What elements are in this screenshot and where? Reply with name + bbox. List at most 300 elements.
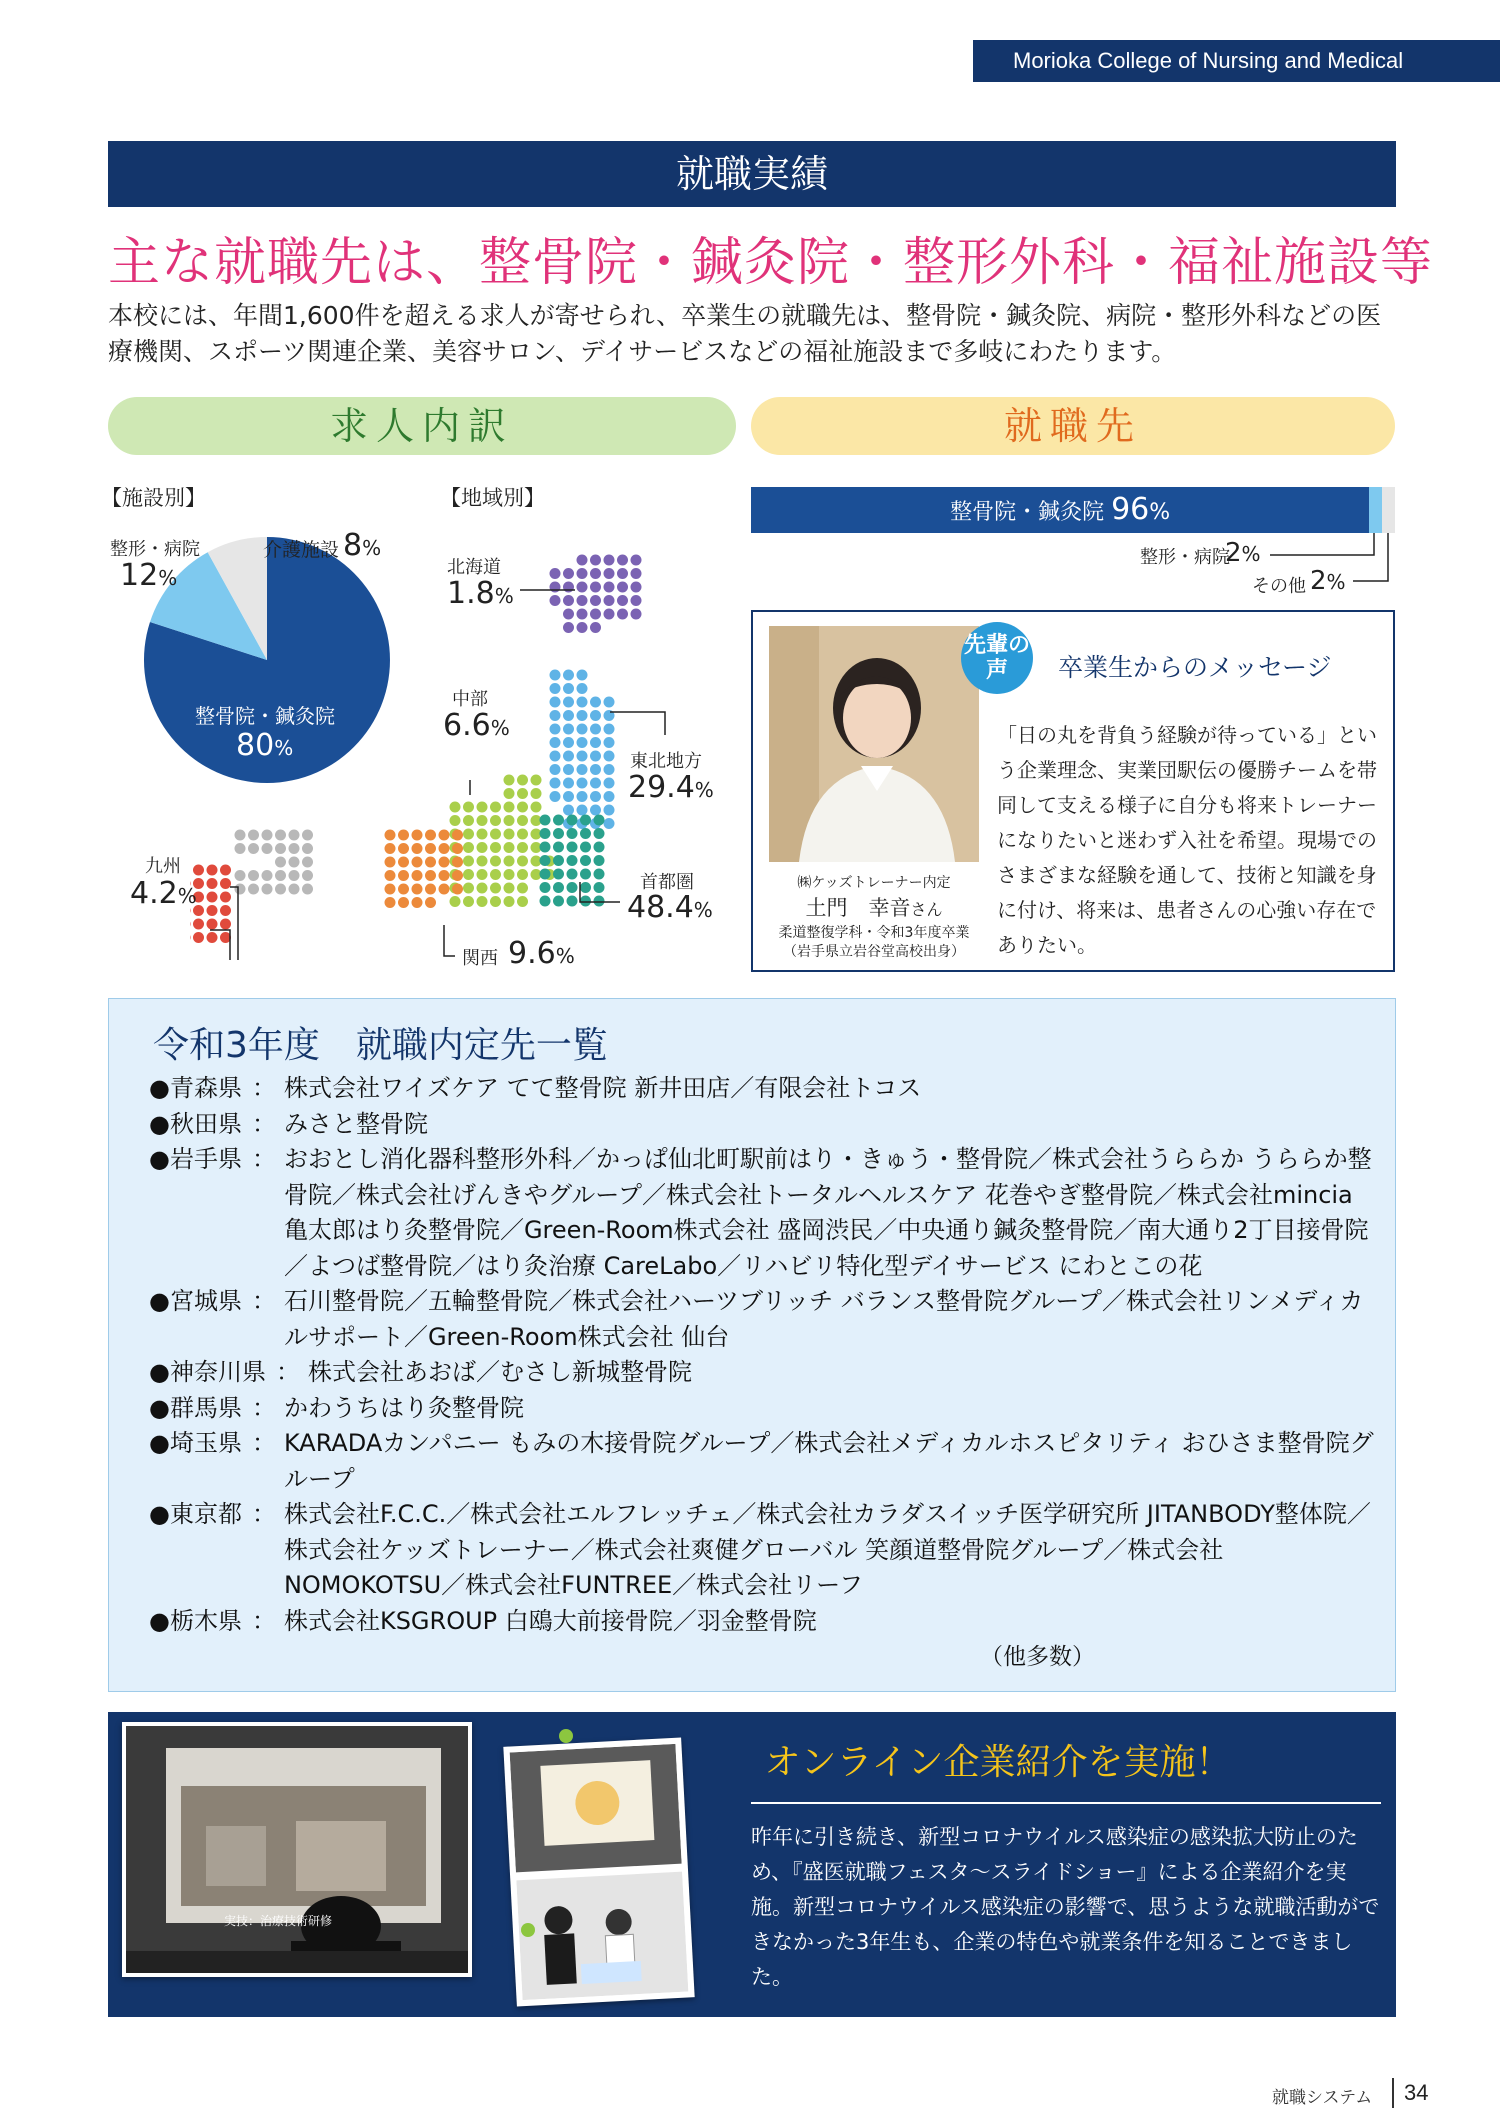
map-dot-kyushu [220,865,231,876]
map-dot-chubu [517,869,528,880]
map-dot-kansai [385,897,396,908]
map-dot-kyushu [207,892,218,903]
map-dot-hokkaido [590,568,601,579]
map-dot-kansai [412,830,423,841]
map-dot-other [235,830,246,841]
map-dot-hokkaido [563,622,574,633]
employment-other-label: その他 [1252,576,1306,597]
map-dot-shutoken [594,828,605,839]
map-dot-hokkaido [550,568,561,579]
map-dot-other [262,884,273,895]
employment-bar-clinic-label: 整骨院・鍼灸院 [950,500,1105,525]
map-dot-kansai [439,870,450,881]
map-dot-hokkaido [577,609,588,620]
leader-line-tohoku [610,712,665,735]
map-dot-kansai [452,857,463,868]
online-body: 昨年に引き続き、新型コロナウイルス感染症の感染拡大防止のため、『盛医就職フェスタ～スライドショー』による企業紹介を実施。新型コロナウイルス感染症の影響で、思うような就職活動ができなかった3年生も、企業の特色や就業条件を知ることできました。 [751,1825,1380,1989]
region-name-kyushu: 九州 [145,856,181,877]
map-dot-tohoku [550,778,561,789]
map-dot-chubu [477,856,488,867]
map-dot-chubu [504,883,515,894]
region-value-shutoken: 48.4% [627,890,713,925]
map-dot-other [235,884,246,895]
map-dot-chubu [477,883,488,894]
map-dot-kyushu [207,865,218,876]
leader-line-kyushu [230,887,238,960]
map-dot-tohoku [577,710,588,721]
map-dot-hokkaido [590,609,601,620]
map-dot-hokkaido [577,582,588,593]
map-dot-other [275,884,286,895]
online-photo-collage [503,1738,694,2007]
map-dot-chubu [517,775,528,786]
map-dot-tohoku [550,683,561,694]
map-dot-chubu [504,842,515,853]
map-dot-kansai [439,843,450,854]
pin-icon [556,1726,576,1746]
map-dot-shutoken [594,842,605,853]
map-dot-other [248,830,259,841]
pie-label-hospital: 整形・病院 [110,539,200,560]
map-dot-tohoku [590,751,601,762]
map-dot-chubu [463,829,474,840]
map-dot-kansai [452,870,463,881]
map-dot-hokkaido [631,568,642,579]
map-dot-hokkaido [604,568,615,579]
map-dot-tohoku [563,791,574,802]
map-dot-chubu [531,802,542,813]
map-dot-kansai [439,857,450,868]
message-title: 卒業生からのメッセージ [1058,653,1332,682]
pie-value-hospital: 12% [120,558,178,593]
map-dot-tohoku [563,805,574,816]
graduate-name: 土門 幸音さん [805,896,943,920]
map-dot-tohoku [577,737,588,748]
map-dot-tohoku [590,697,601,708]
map-dot-shutoken [594,855,605,866]
pie-value-clinic: 80% [236,728,294,763]
map-dot-chubu [490,896,501,907]
map-dot-other [302,857,313,868]
list-item: ●青森県 ： 株式会社ワイズケア てて整骨院 新井田店／有限会社トコス [149,1074,922,1102]
map-dot-kansai [385,884,396,895]
map-dot-shutoken [553,855,564,866]
map-dot-chubu [477,802,488,813]
map-dot-chubu [504,815,515,826]
pie-label-care: 介護施設 [263,539,340,561]
map-dot-kansai [398,897,409,908]
region-label: 【地域別】 [440,486,545,510]
map-dot-chubu [517,802,528,813]
map-dot-hokkaido [631,555,642,566]
map-dot-chubu [490,883,501,894]
map-dot-shutoken [553,869,564,880]
map-dot-tohoku [590,737,601,748]
map-dot-kyushu [207,905,218,916]
map-dot-shutoken [567,869,578,880]
map-dot-shutoken [580,855,591,866]
map-dot-kansai [385,857,396,868]
event-collage-image [510,1744,689,2000]
photo-caption: 実技：治療技術研修 [224,1914,333,1928]
pie-value-care: 8% [343,528,382,563]
map-dot-shutoken [540,842,551,853]
map-dot-other [275,857,286,868]
headline: 主な就職先は、整骨院・鍼灸院・整形外科・福祉施設等 [108,233,1434,293]
job-list-more: （他多数） [980,1644,1095,1670]
map-dot-tohoku [563,710,574,721]
map-dot-kansai [412,870,423,881]
map-dot-chubu [450,815,461,826]
map-dot-tohoku [550,710,561,721]
map-dot-tohoku [550,724,561,735]
map-dot-chubu [531,788,542,799]
map-dot-hokkaido [577,568,588,579]
map-dot-kyushu [220,892,231,903]
map-dot-hokkaido [617,568,628,579]
employment-bar-clinic-value: 96 [1111,492,1150,527]
map-dot-chubu [450,896,461,907]
map-dot-shutoken [540,815,551,826]
map-dot-kansai [425,884,436,895]
map-dot-kansai [412,897,423,908]
online-divider [751,1802,1381,1804]
map-dot-kansai [452,830,463,841]
map-dot-shutoken [540,896,551,907]
map-dot-kyushu [193,865,204,876]
map-dot-chubu [463,869,474,880]
map-dot-hokkaido [577,622,588,633]
map-dot-kansai [398,830,409,841]
map-dot-tohoku [590,710,601,721]
map-dot-chubu [490,856,501,867]
map-dot-hokkaido [550,582,561,593]
region-value-kansai: 9.6% [508,936,575,971]
facility-label: 【施設別】 [101,486,206,510]
map-dot-other [248,843,259,854]
map-dot-kyushu [190,919,191,930]
map-dot-other [289,830,300,841]
map-dot-tohoku [550,764,561,775]
map-dot-tohoku [604,724,615,735]
map-dot-kansai [398,843,409,854]
map-dot-chubu [490,829,501,840]
map-dot-other [275,843,286,854]
employment-bar-hospital [1369,487,1382,533]
footer-section-label: 就職システム [1272,2088,1373,2108]
map-dot-hokkaido [563,582,574,593]
map-dot-other [262,870,273,881]
map-dot-shutoken [580,828,591,839]
map-dot-chubu [463,802,474,813]
map-dot-hokkaido [563,595,574,606]
region-value-kyushu: 4.2% [130,876,197,911]
map-dot-tohoku [577,751,588,762]
region-name-chubu: 中部 [452,689,488,710]
job-list-title: 令和3年度 就職内定先一覧 [153,1025,608,1066]
map-dot-other [275,870,286,881]
map-dot-other [262,830,273,841]
map-dot-other [302,870,313,881]
map-dot-tohoku [563,697,574,708]
map-dot-tohoku [604,791,615,802]
map-dot-hokkaido [550,595,561,606]
map-dot-chubu [531,775,542,786]
map-dot-kansai [425,857,436,868]
map-dot-tohoku [577,778,588,789]
map-dot-hokkaido [590,555,601,566]
region-value-chubu: 6.6% [443,708,510,743]
map-dot-kansai [412,884,423,895]
map-dot-chubu [504,829,515,840]
map-dot-other [289,884,300,895]
map-dot-tohoku [577,697,588,708]
map-dot-chubu [490,842,501,853]
map-dot-tohoku [590,778,601,789]
map-dot-chubu [450,802,461,813]
map-dot-chubu [477,842,488,853]
map-dot-kansai [385,830,396,841]
map-dot-tohoku [577,764,588,775]
map-dot-chubu [504,802,515,813]
map-dot-shutoken [553,828,564,839]
graduate-department: 柔道整復学科・令和3年度卒業 （岩手県立岩谷堂高校出身） [778,925,970,960]
jobs-breakdown-heading: 求人内訳 [108,397,736,455]
map-dot-hokkaido [617,555,628,566]
region-name-tohoku: 東北地方 [630,751,702,772]
region-value-tohoku: 29.4% [628,770,714,805]
list-item: ●岩手県 ： おおとし消化器科整形外科／かっぱ仙北町駅前はり・きゅう・整骨院／株式会社うららか うららか整骨院／株式会社げんきやグループ／株式会社トータルヘルスケア 花巻やぎ整骨院／株式会社mincia 亀太郎はり灸整骨院／Green-Room株式会社 盛岡渋民／中央通り鍼灸整骨院／南大通り2丁目接骨院／よつば整骨院／はり灸治療 CareLabo／リハビリ特化型デイサービス にわとこの花 [149,1145,1372,1280]
message-body: 「日の丸を背負う経験が待っている」という企業理念、実業団駅伝の優勝チームを帯同して支える様子に自分も将来トレーナーになりたいと迷わず入社を希望。現場でのさまざまな経験を通して、技術と知識を身に付け、将来は、患者さんの心強い存在でありたい。 [997,723,1377,957]
map-dot-tohoku [563,764,574,775]
map-dot-tohoku [604,751,615,762]
map-dot-shutoken [567,882,578,893]
map-dot-hokkaido [577,595,588,606]
map-dot-kyushu [193,919,204,930]
map-dot-other [289,870,300,881]
map-dot-kansai [412,843,423,854]
map-dot-kyushu [207,919,218,930]
map-dot-kansai [425,830,436,841]
map-dot-chubu [463,856,474,867]
map-dot-kansai [398,857,409,868]
map-dot-kansai [439,830,450,841]
map-dot-shutoken [567,828,578,839]
map-dot-shutoken [594,882,605,893]
map-dot-shutoken [580,869,591,880]
map-dot-tohoku [604,818,615,829]
section-title: 就職実績 [108,141,1396,207]
screen-presentation-image [126,1726,468,1973]
map-dot-other [302,843,313,854]
online-title: オンライン企業紹介を実施！ [764,1742,1232,1783]
map-dot-kyushu [220,919,231,930]
map-dot-kyushu [193,932,204,943]
map-dot-tohoku [590,724,601,735]
map-dot-hokkaido [590,582,601,593]
region-name-kansai: 関西 [462,948,498,969]
map-dot-hokkaido [604,582,615,593]
page-number: 34 [1404,2080,1429,2105]
region-name-shutoken: 首都圏 [640,872,694,893]
map-dot-tohoku [604,697,615,708]
map-dot-chubu [517,815,528,826]
map-dot-tohoku [577,670,588,681]
map-dot-hokkaido [604,609,615,620]
map-dot-chubu [504,775,515,786]
map-dot-kansai [425,897,436,908]
map-dot-tohoku [550,751,561,762]
map-dot-kansai [385,843,396,854]
map-dot-kansai [452,884,463,895]
intro-text: 本校には、年間1,600件を超える求人が寄せられ、卒業生の就職先は、整骨院・鍼灸院、病院・整形外科などの医療機関、スポーツ関連企業、美容サロン、デイサービスなどの福祉施設まで多岐にわたります。 [108,301,1382,366]
map-dot-tohoku [577,724,588,735]
map-dot-kansai [398,884,409,895]
map-dot-other [302,830,313,841]
map-dot-other [275,830,286,841]
map-dot-tohoku [563,751,574,762]
map-dot-chubu [504,896,515,907]
map-dot-shutoken [567,896,578,907]
leader-line-kansai [444,925,455,956]
employment-heading: 就職先 [751,397,1395,455]
college-name-tag: Morioka College of Nursing and Medical [973,40,1500,82]
online-company-intro [108,1712,1396,2017]
map-dot-tohoku [577,805,588,816]
map-dot-other [302,884,313,895]
map-dot-shutoken [580,815,591,826]
map-dot-shutoken [540,828,551,839]
map-dot-chubu [477,869,488,880]
map-dot-hokkaido [590,595,601,606]
map-dot-hokkaido [604,595,615,606]
map-dot-chubu [517,896,528,907]
map-dot-shutoken [553,882,564,893]
map-dot-hokkaido [631,595,642,606]
map-dot-kansai [412,857,423,868]
employment-hospital-label: 整形・病院 [1140,547,1230,568]
map-dot-hokkaido [631,609,642,620]
graduate-company: ㈱ケッズトレーナー内定 [797,875,951,891]
map-dot-tohoku [550,670,561,681]
map-dot-chubu [504,788,515,799]
map-dot-chubu [490,869,501,880]
map-dot-other [262,843,273,854]
map-dot-chubu [463,815,474,826]
map-dot-other [289,843,300,854]
region-name-hokkaido: 北海道 [447,557,501,578]
map-dot-tohoku [563,778,574,789]
map-dot-tohoku [590,764,601,775]
map-dot-kyushu [207,878,218,889]
map-dot-other [248,870,259,881]
graduate-portrait-image [769,626,979,862]
map-dot-shutoken [580,882,591,893]
list-item: ●宮城県 ： 石川整骨院／五輪整骨院／株式会社ハーツブリッチ バランス整骨院グループ／株式会社リンメディカルサポート／Green-Room株式会社 仙台 [149,1287,1364,1351]
map-dot-shutoken [580,842,591,853]
job-list-rows [149,1071,1379,1639]
employment-hospital-value: 2% [1225,538,1261,568]
map-dot-chubu [463,842,474,853]
map-dot-chubu [517,829,528,840]
online-photo-screen [122,1722,472,1977]
map-dot-tohoku [563,724,574,735]
map-dot-chubu [517,883,528,894]
map-dot-tohoku [604,764,615,775]
map-dot-hokkaido [617,595,628,606]
list-item: ●栃木県 ： 株式会社KSGROUP 白鴎大前接骨院／羽金整骨院 [149,1606,817,1635]
map-dot-shutoken [540,869,551,880]
map-dot-other [289,857,300,868]
map-dot-kansai [385,870,396,881]
map-dot-shutoken [567,815,578,826]
job-offer-list [108,998,1396,1692]
map-dot-chubu [477,896,488,907]
pie-label-clinic: 整骨院・鍼灸院 [195,704,335,728]
map-dot-tohoku [550,737,561,748]
map-dot-kansai [452,843,463,854]
map-dot-chubu [517,856,528,867]
map-dot-tohoku [604,778,615,789]
map-dot-shutoken [553,842,564,853]
map-dot-hokkaido [563,609,574,620]
map-dot-other [248,884,259,895]
map-dot-tohoku [604,737,615,748]
map-dot-kyushu [220,905,231,916]
map-dot-kyushu [207,932,218,943]
map-dot-hokkaido [631,582,642,593]
map-dot-shutoken [594,869,605,880]
map-dot-tohoku [550,697,561,708]
map-dot-kansai [425,843,436,854]
region-value-hokkaido: 1.8% [447,576,514,611]
senpai-voice-badge: 先輩の声 [961,622,1033,694]
map-dot-chubu [477,815,488,826]
map-dot-hokkaido [617,582,628,593]
map-dot-other [235,870,246,881]
employment-other-value: 2% [1310,566,1346,596]
map-dot-shutoken [553,815,564,826]
map-dot-shutoken [540,855,551,866]
map-dot-hokkaido [617,609,628,620]
map-dot-tohoku [563,683,574,694]
map-dot-tohoku [550,791,561,802]
employment-bar [751,487,1395,533]
map-dot-tohoku [604,805,615,816]
pin-icon [518,1920,538,1940]
map-dot-chubu [463,896,474,907]
map-dot-kyushu [220,878,231,889]
map-dot-kansai [439,884,450,895]
map-dot-tohoku [563,737,574,748]
map-dot-tohoku [590,805,601,816]
employment-bar-clinic: 整骨院・鍼灸院 96% [751,487,1369,533]
list-item: ●東京都 ： 株式会社F.C.C.／株式会社エルフレッチェ／株式会社カラダスイッチ医学研究所 JITANBODY整体院／株式会社ケッズトレーナー／株式会社爽健グローバル 笑顔道整骨院グループ／株式会社NOMOKOTSU／株式会社FUNTREE／株式会社リーフ [149,1500,1371,1599]
graduate-message-box [751,610,1395,972]
map-dot-chubu [504,869,515,880]
map-dot-tohoku [577,683,588,694]
map-dot-tohoku [563,670,574,681]
map-dot-shutoken [594,815,605,826]
graduate-photo [769,626,979,862]
map-dot-chubu [517,788,528,799]
map-dot-hokkaido [577,555,588,566]
map-dot-shutoken [594,896,605,907]
map-dot-shutoken [553,896,564,907]
map-dot-chubu [463,883,474,894]
map-dot-hokkaido [590,622,601,633]
map-dot-kyushu [190,932,191,943]
